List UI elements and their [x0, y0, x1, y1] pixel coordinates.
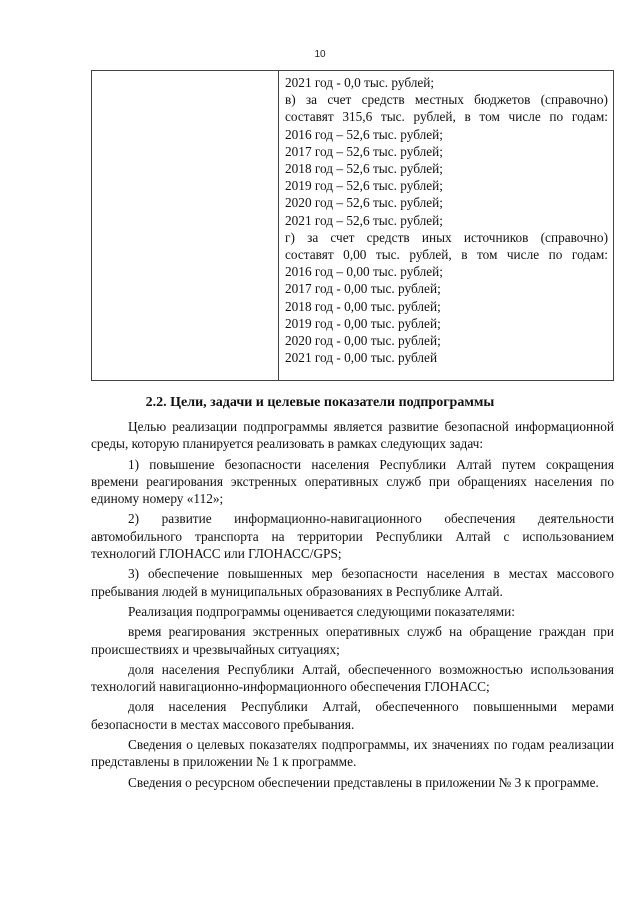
- paragraph: 2) развитие информационно-навигационного обеспечения деятельности автомобильного транспорта на территории Республики Алтай с использованием технологий ГЛОНАСС или ГЛОНАСС/GPS;: [91, 511, 614, 562]
- funding-line: 2019 год - 0,00 тыс. рублей;: [285, 315, 441, 331]
- body-text: [91, 418, 614, 794]
- paragraph: Целью реализации подпрограммы является развитие безопасной информационной среды, которую планируется реализовать в рамках следующих задач:: [91, 419, 614, 452]
- page-number: 10: [314, 49, 326, 60]
- funding-line: 2020 год – 52,6 тыс. рублей;: [285, 195, 443, 211]
- funding-line: 2019 год – 52,6 тыс. рублей;: [285, 178, 443, 194]
- funding-line: 2021 год - 0,00 тыс. рублей: [285, 350, 438, 366]
- paragraph: 1) повышение безопасности населения Республики Алтай путем сокращения времени реагирования экстренных оперативных служб при обращениях населения по единому номеру «112»;: [91, 456, 614, 507]
- funding-line: 2018 год - 0,00 тыс. рублей;: [285, 298, 441, 314]
- table-cell-empty: [92, 71, 279, 381]
- paragraph: Сведения о целевых показателях подпрограммы, их значениях по годам реализации представлены в приложении № 1 к программе.: [91, 737, 614, 770]
- table-cell-funding: [279, 71, 614, 381]
- funding-lines: [279, 71, 613, 366]
- paragraph: время реагирования экстренных оперативных служб на обращение граждан при происшествиях и чрезвычайных ситуациях;: [91, 624, 614, 657]
- funding-line: в) за счет средств местных бюджетов (справочно): [285, 92, 608, 108]
- budget-table: [91, 70, 614, 381]
- paragraph: Сведения о ресурсном обеспечении представлены в приложении № 3 к программе.: [128, 774, 599, 790]
- paragraph: Реализация подпрограммы оценивается следующими показателями:: [128, 603, 515, 619]
- paragraph: доля населения Республики Алтай, обеспеченного повышенными мерами безопасности в местах массового пребывания.: [91, 699, 614, 732]
- funding-line: 2017 год – 52,6 тыс. рублей;: [285, 143, 443, 159]
- paragraph: 3) обеспечение повышенных мер безопасности населения в местах массового пребывания людей в муниципальных образованиях в Республике Алтай.: [91, 566, 614, 599]
- funding-line: 2018 год – 52,6 тыс. рублей;: [285, 161, 443, 177]
- funding-line: 2017 год - 0,00 тыс. рублей;: [285, 281, 441, 297]
- funding-line: 2016 год – 0,00 тыс. рублей;: [285, 264, 443, 280]
- funding-line: 2016 год – 52,6 тыс. рублей;: [285, 126, 443, 142]
- funding-line: 2021 год - 0,0 тыс. рублей;: [285, 75, 435, 90]
- funding-line: г) за счет средств иных источников (справочно): [285, 229, 608, 245]
- funding-line: составят 315,6 тыс. рублей, в том числе по годам:: [285, 109, 608, 125]
- paragraph: доля населения Республики Алтай, обеспеченного возможностью использования технологий навигационно-информационного обеспечения ГЛОНАСС;: [91, 661, 614, 695]
- funding-line: 2021 год – 52,6 тыс. рублей;: [285, 212, 443, 228]
- funding-line: составят 0,00 тыс. рублей, в том числе по годам:: [285, 247, 608, 263]
- funding-line: 2020 год - 0,00 тыс. рублей;: [285, 333, 441, 349]
- section-heading: 2.2. Цели, задачи и целевые показатели подпрограммы: [145, 395, 495, 410]
- table-row: [92, 71, 614, 381]
